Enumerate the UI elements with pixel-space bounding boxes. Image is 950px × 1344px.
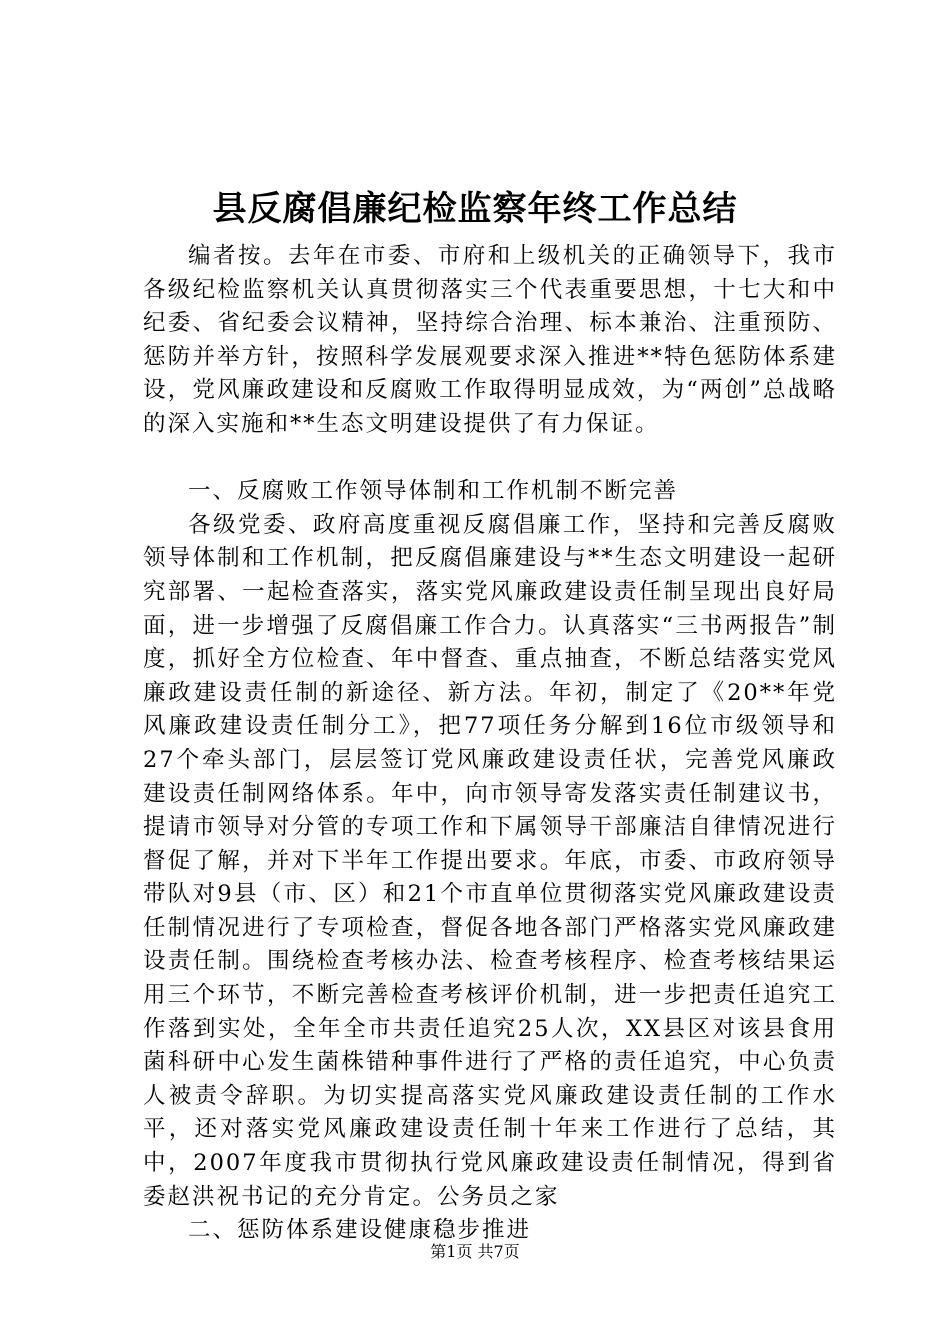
body-paragraph: 各级党委、政府高度重视反腐倡廉工作，坚持和完善反腐败领导体制和工作机制，把反腐倡廉建设与**生态文明建设一起研究部署、一起检查落实，落实党风廉政建设责任制呈现出良好局面，进一步增强了反腐倡廉工作合力。认真落实“三书两报告”制度，抓好全方位检查、年中督查、重点抽查，不断总结落实党风廉政建设责任制的新途径、新方法。年初，制定了《20**年党风廉政建设责任制分工》，把77项任务分解到16位市级领导和27个牵头部门，层层签订党风廉政建设责任状，完善党风廉政建设责任制网络体系。年中，向市领导寄发落实责任制建议书，提请市领导对分管的专项工作和下属领导干部廉洁自律情况进行督促了解，并对下半年工作提出要求。年底，市委、市政府领导带队对9县（市、区）和21个市直单位贯彻落实党风廉政建设责任制情况进行了专项检查，督促各地各部门严格落实党风廉政建设责任制。围绕检查考核办法、检查考核程序、检查考核结果运用三个环节，不断完善检查考核评价机制，进一步把责任追究工作落到实处，全年全市共责任追究25人次，XX县区对该县食用菌科研中心发生菌株错种事件进行了严格的责任追究，中心负责人被责令辞职。为切实提高落实党风廉政建设责任制的工作水平，还对落实党风廉政建设责任制十年来工作进行了总结，其中，2007年度我市贯彻执行党风廉政建设责任制情况，得到省委赵洪祝书记的充分肯定。公务员之家 — [143, 511, 837, 1210]
section-heading-2: 二、惩防体系建设健康稳步推进 — [188, 1217, 532, 1244]
editor-note-paragraph: 编者按。去年在市委、市府和上级机关的正确领导下，我市各级纪检监察机关认真贯彻落实三个代表重要思想，十七大和中纪委、省纪委会议精神，坚持综合治理、标本兼治、注重预防、惩防并举方针，按照科学发展观要求深入推进**特色惩防体系建设，党风廉政建设和反腐败工作取得明显成效，为“两创”总战略的深入实施和**生态文明建设提供了有力保证。 — [143, 243, 837, 437]
document-body — [143, 240, 837, 1248]
page-number-footer: 第1页 共7页 — [430, 1242, 520, 1261]
section-heading-1: 一、反腐败工作领导体制和工作机制不断完善 — [188, 478, 679, 505]
document-title: 县反腐倡廉纪检监察年终工作总结 — [212, 189, 738, 229]
